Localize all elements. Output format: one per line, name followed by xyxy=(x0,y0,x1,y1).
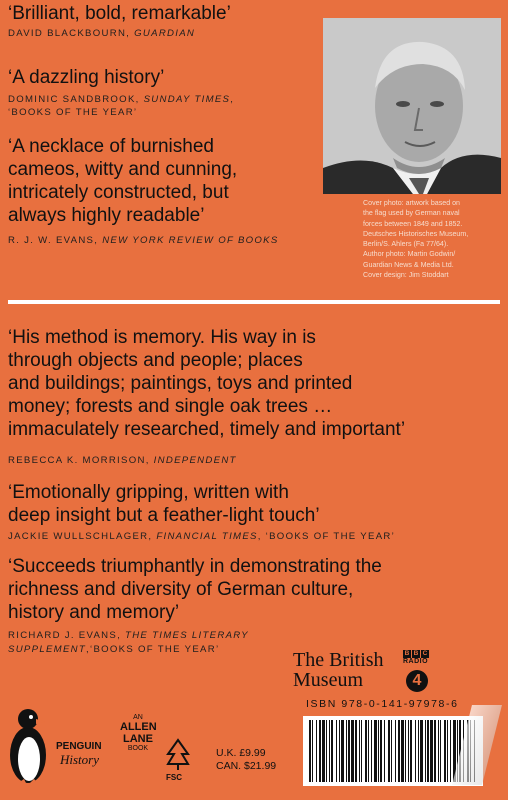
quote-6-line: richness and diversity of German culture, xyxy=(8,579,354,600)
bbc-letter: B xyxy=(413,650,419,657)
barcode-bar xyxy=(425,720,426,782)
barcode-bar xyxy=(447,720,448,782)
author-portrait xyxy=(323,18,501,194)
quote-5-line: ‘Emotionally gripping, written with xyxy=(8,482,289,503)
bbc-radio-logo xyxy=(403,650,429,665)
quote-4 xyxy=(8,326,405,441)
allen-an: AN xyxy=(133,714,143,721)
price-uk: U.K. £9.99 xyxy=(216,747,266,759)
attribution-source: THE TIMES LITERARY xyxy=(125,630,249,641)
barcode-bar xyxy=(322,720,325,782)
barcode-bar xyxy=(430,720,433,782)
attribution-name: DOMINIC SANDBROOK, xyxy=(8,94,144,105)
price-can: CAN. $21.99 xyxy=(216,760,277,772)
quote-3 xyxy=(8,135,237,227)
quote-6 xyxy=(8,555,382,624)
barcode-bar xyxy=(355,720,357,782)
quote-5 xyxy=(8,481,320,527)
barcode-bar xyxy=(444,720,446,782)
barcode-bar xyxy=(418,720,419,782)
penguin-label: PENGUIN xyxy=(56,741,102,752)
attribution-source: SUPPLEMENT xyxy=(8,644,87,655)
museum-line: The British xyxy=(293,649,384,671)
barcode-bar xyxy=(348,720,350,782)
bbc-letter: C xyxy=(422,650,428,657)
quote-6-line: history and memory’ xyxy=(8,602,180,623)
penguin-icon xyxy=(6,705,50,787)
quote-3-line: always highly readable’ xyxy=(8,205,205,226)
barcode-bar xyxy=(398,720,400,782)
attribution-tail: , ‘BOOKS OF THE YEAR’ xyxy=(257,531,396,542)
barcode-bar xyxy=(378,720,379,782)
cover-credits xyxy=(363,198,503,280)
attribution-source: SUNDAY TIMES xyxy=(143,94,231,105)
radio-label: RADIO xyxy=(403,658,429,665)
quote-3-line: intricately constructed, but xyxy=(8,182,229,203)
attribution-tail: ,‘BOOKS OF THE YEAR’ xyxy=(86,644,220,655)
price xyxy=(216,747,276,773)
quote-3-line: cameos, witty and cunning, xyxy=(8,159,238,180)
attribution-name: R. J. W. EVANS, xyxy=(8,235,103,246)
attribution-source: NEW YORK REVIEW OF BOOKS xyxy=(102,235,279,246)
museum-line: Museum xyxy=(293,669,363,691)
barcode-bar xyxy=(312,720,313,782)
attribution-name: REBECCA K. MORRISON, xyxy=(8,455,154,466)
quote-4-line: immaculately researched, timely and important’ xyxy=(8,419,406,440)
allen-allen: ALLEN xyxy=(120,721,157,733)
attribution-name: RICHARD J. EVANS, xyxy=(8,630,126,641)
history-label: History xyxy=(60,752,99,767)
barcode-bar xyxy=(450,720,451,782)
barcode-bar xyxy=(309,720,311,782)
barcode-bar xyxy=(410,720,412,782)
barcode-bar xyxy=(346,720,347,782)
quote-6-line: ‘Succeeds triumphantly in demonstrating the xyxy=(8,556,382,577)
credit-line: forces between 1849 and 1852. xyxy=(363,219,463,228)
barcode-bar xyxy=(329,720,330,782)
quote-6-attribution xyxy=(8,630,249,641)
allen-book: BOOK xyxy=(127,745,149,752)
quote-1-attribution xyxy=(8,28,195,39)
attribution-tail: , xyxy=(230,94,235,105)
attribution-name: DAVID BLACKBOURN, xyxy=(8,28,135,39)
allen-lane-logo xyxy=(120,714,156,752)
barcode-bar xyxy=(391,720,392,782)
barcode-bar xyxy=(395,720,396,782)
quote-4-attribution xyxy=(8,455,237,466)
fsc-label: FSC xyxy=(166,773,182,782)
attribution-source: INDEPENDENT xyxy=(153,455,237,466)
credit-line: Cover design: Jim Stoddart xyxy=(363,271,449,280)
allen-lane: LANE xyxy=(123,733,153,745)
barcode-bar xyxy=(326,720,327,782)
credit-line: the flag used by German naval xyxy=(363,209,460,218)
isbn: ISBN 978-0-141-97978-6 xyxy=(306,698,459,710)
quote-1 xyxy=(8,2,231,25)
attribution-name: JACKIE WULLSCHLAGER, xyxy=(8,531,157,542)
barcode-bar xyxy=(371,720,372,782)
barcode-bar xyxy=(336,720,337,782)
quote-2-attribution-extra xyxy=(8,107,137,118)
attribution-source: FINANCIAL TIMES xyxy=(156,531,258,542)
quote-2 xyxy=(8,66,164,89)
barcode-bar xyxy=(351,720,354,782)
barcode-bar xyxy=(361,720,362,782)
barcode-bar xyxy=(427,720,429,782)
fsc-tree-icon xyxy=(164,738,192,772)
credit-line: Guardian News & Media Ltd. xyxy=(363,260,454,269)
barcode-bar xyxy=(408,720,409,782)
barcode-bar xyxy=(368,720,369,782)
quote-1-line: ‘Brilliant, bold, remarkable’ xyxy=(8,3,231,24)
attribution-source: GUARDIAN xyxy=(134,28,196,39)
credit-line: Cover photo: artwork based on xyxy=(363,199,461,207)
quote-2-attribution xyxy=(8,94,234,105)
barcode-bar xyxy=(380,720,382,782)
barcode-bar xyxy=(415,720,416,782)
barcode-bar xyxy=(319,720,321,782)
barcode-bar xyxy=(331,720,333,782)
quote-4-line: money; forests and single oak trees … xyxy=(8,396,333,417)
attribution-extra: ‘BOOKS OF THE YEAR’ xyxy=(8,107,138,118)
british-museum-logo xyxy=(293,650,384,690)
barcode-bar xyxy=(388,720,390,782)
quote-4-line: and buildings; paintings, toys and printed xyxy=(8,373,353,394)
quote-4-line: ‘His method is memory. His way in is xyxy=(8,327,316,348)
barcode-bar xyxy=(434,720,436,782)
barcode-bar xyxy=(405,720,406,782)
barcode-bar xyxy=(339,720,340,782)
quote-3-line: ‘A necklace of burnished xyxy=(8,136,214,157)
quote-4-line: through objects and people; places xyxy=(8,350,303,371)
quote-6-attribution-extra xyxy=(8,644,219,655)
author-photo xyxy=(323,18,501,194)
barcode-bar xyxy=(440,720,441,782)
quote-2-line: ‘A dazzling history’ xyxy=(8,67,165,88)
barcode-bar xyxy=(359,720,360,782)
white-divider xyxy=(8,300,500,304)
bbc-letter: B xyxy=(404,650,410,657)
barcode-bar xyxy=(384,720,385,782)
barcode-bar xyxy=(316,720,317,782)
barcode-bar xyxy=(401,720,404,782)
barcode-bar xyxy=(365,720,367,782)
credit-line: Berlin/S. Ahlers (Fa 77/64). xyxy=(363,240,449,249)
quote-3-attribution xyxy=(8,235,279,246)
barcode-bar xyxy=(420,720,423,782)
barcode-bar xyxy=(438,720,439,782)
bbc-blocks xyxy=(403,650,429,658)
radio-4-icon: 4 xyxy=(406,670,428,692)
credit-line: Deutsches Historisches Museum, xyxy=(363,229,469,238)
credit-line: Author photo: Martin Godwin/ xyxy=(363,250,456,259)
barcode-bar xyxy=(341,720,344,782)
quote-5-line: deep insight but a feather-light touch’ xyxy=(8,505,320,526)
barcode-bar xyxy=(374,720,377,782)
quote-5-attribution xyxy=(8,531,395,542)
